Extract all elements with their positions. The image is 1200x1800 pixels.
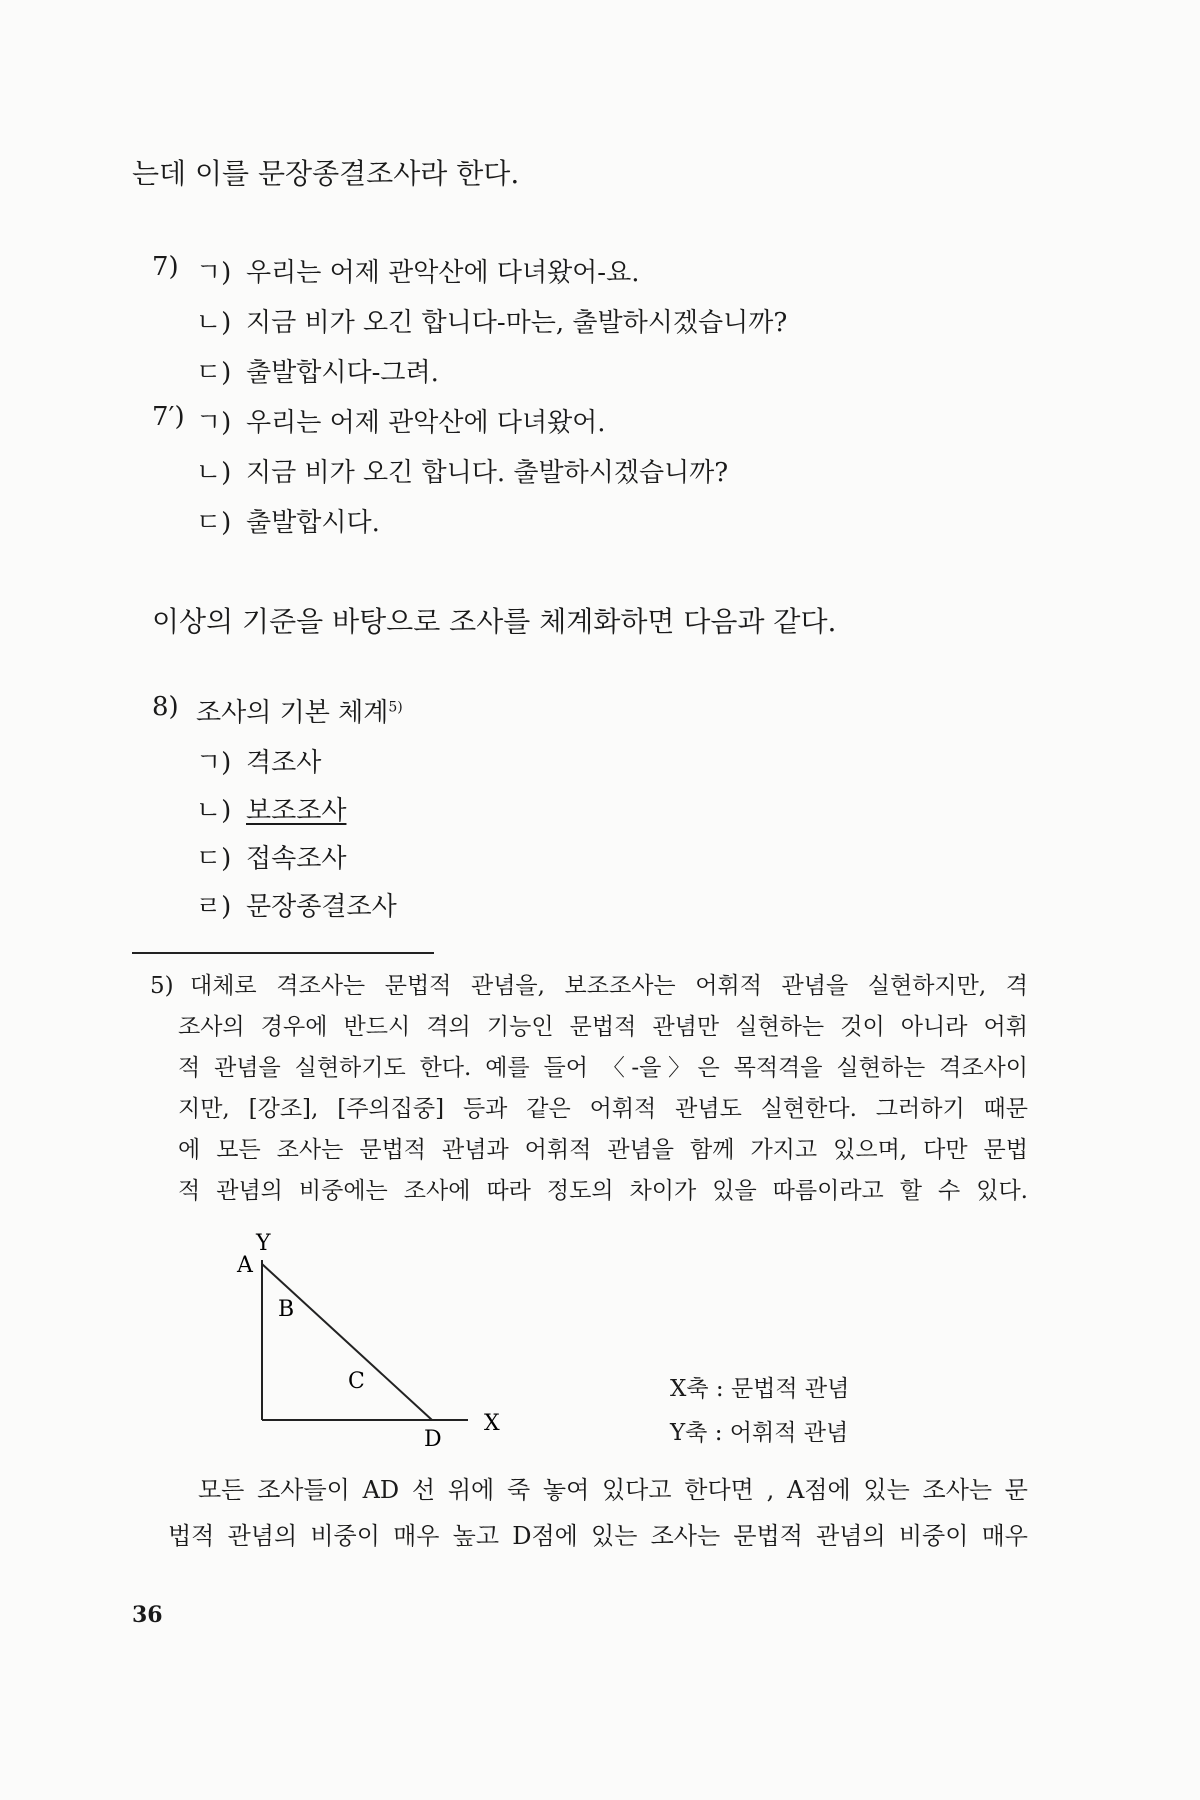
footnote-line: 조사의 경우에 반드시 격의 기능인 문법적 관념만 실현하는 것이 아니라 어휘 [178, 1014, 1028, 1040]
point-d-label: D [424, 1427, 442, 1452]
point-a-label: A [237, 1253, 253, 1278]
x-axis-label: X [484, 1411, 500, 1436]
example-7b-marker-a: ㄱ) [196, 408, 232, 438]
axis-diagram [200, 1220, 520, 1464]
page-number: 36 [132, 1602, 163, 1628]
example-7b-number: 7′) [152, 402, 185, 432]
example-8-text-a: 격조사 [246, 748, 322, 778]
example-7b-marker-c: ㄷ) [196, 508, 232, 538]
footnote-reference: 5) [388, 699, 403, 716]
y-axis-label: Y [256, 1231, 271, 1256]
example-8-marker-c: ㄷ) [196, 844, 232, 874]
footnote-body [178, 966, 1028, 1212]
example-8-number: 8) [152, 692, 179, 722]
footnote-line: 적 관념을 실현하기도 한다. 예를 들어 〈-을〉은 목적격을 실현하는 격조사이 [178, 1055, 1028, 1081]
example-7b-marker-b: ㄴ) [196, 458, 232, 488]
example-7-text-b: 지금 비가 오긴 합니다-마는, 출발하시겠습니까? [246, 308, 788, 338]
legend-x-axis: X축 : 문법적 관념 [670, 1376, 850, 1402]
example-8-title-text: 조사의 기본 체계 [196, 698, 389, 728]
footnote-line: 에 모든 조사는 문법적 관념과 어휘적 관념을 함께 가지고 있으며, 다만 문법 [178, 1137, 1028, 1163]
example-7-text-a: 우리는 어제 관악산에 다녀왔어-요. [246, 258, 640, 288]
footnote-line: 대체로 격조사는 문법적 관념을, 보조조사는 어휘적 관념을 실현하지만, 격 [190, 973, 1028, 999]
intro-sentence: 는데 이를 문장종결조사라 한다. [132, 157, 520, 190]
example-7b-text-b: 지금 비가 오긴 합니다. 출발하시겠습니까? [246, 458, 729, 488]
ad-line [262, 1264, 432, 1420]
example-8-text-b: 보조조사 [246, 796, 347, 826]
closing-line-1: 모든 조사들이 AD 선 위에 죽 놓여 있다고 한다면 , A점에 있는 조사는 문 [198, 1476, 1028, 1504]
example-8-title [196, 692, 403, 729]
footnote-divider [132, 952, 434, 954]
example-8-text-d: 문장종결조사 [246, 892, 397, 922]
example-7b-text-c: 출발합시다. [246, 508, 380, 538]
example-7-marker-b: ㄴ) [196, 308, 232, 338]
example-7-text-c: 출발합시다-그려. [246, 358, 439, 388]
example-8-marker-b: ㄴ) [196, 796, 232, 826]
summary-sentence: 이상의 기준을 바탕으로 조사를 체계화하면 다음과 같다. [152, 605, 837, 638]
example-7b-text-a: 우리는 어제 관악산에 다녀왔어. [246, 408, 606, 438]
example-8-marker-d: ㄹ) [196, 892, 232, 922]
point-c-label: C [348, 1369, 365, 1394]
point-b-label: B [278, 1297, 295, 1322]
footnote-line: 지만, [강조], [주의집중] 등과 같은 어휘적 관념도 실현한다. 그러하기 때문 [178, 1096, 1028, 1122]
footnote-number: 5) [150, 973, 174, 999]
example-8-text-c: 접속조사 [246, 844, 347, 874]
example-7-marker-a: ㄱ) [196, 258, 232, 288]
example-7-number: 7) [152, 252, 179, 282]
example-8-marker-a: ㄱ) [196, 748, 232, 778]
legend-y-axis: Y축 : 어휘적 관념 [670, 1420, 849, 1446]
closing-line-2: 법적 관념의 비중이 매우 높고 D점에 있는 조사는 문법적 관념의 비중이 매우 [168, 1522, 1028, 1550]
footnote-line: 적 관념의 비중에는 조사에 따라 정도의 차이가 있을 따름이라고 할 수 있다. [178, 1178, 1028, 1204]
example-7-marker-c: ㄷ) [196, 358, 232, 388]
axis-diagram-svg [200, 1220, 520, 1460]
